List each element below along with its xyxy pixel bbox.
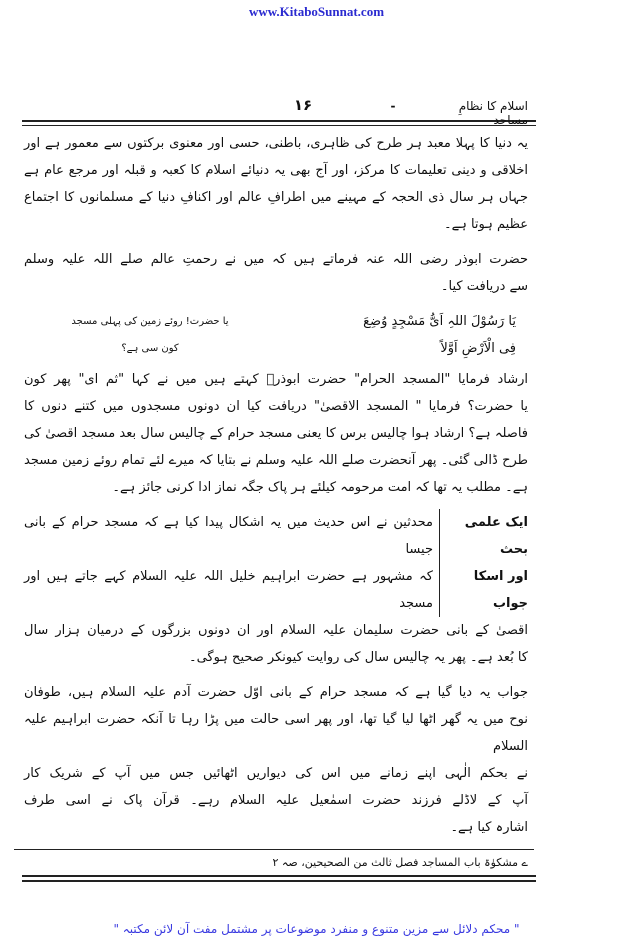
text-line: اشارہ کیا ہے۔: [450, 820, 528, 835]
text-line: فاصلہ ہے؟ ارشاد ہوا چالیس برس کا یعنی مسجد حرام کے چالیس سال بعد مسجد اقصیٰ کی: [24, 426, 528, 441]
text-line: عظیم ہوتا ہے۔: [443, 217, 528, 232]
text-line: اقصیٰ کے بانی حضرت سلیمان علیہ السلام اور ان دونوں بزرگوں کے درمیان ہزار سال: [24, 623, 528, 638]
text-line: نوح میں یہ گھر اٹھا لیا گیا تھا، اور پھر اسی حالت میں پڑا رہا تا آنکہ حضرت ابراہیم علیہ السلام: [24, 712, 528, 754]
running-title: اسلام کا نظامِ مساجد: [458, 99, 528, 127]
footer-rule: [22, 875, 536, 877]
paragraph-2: [24, 246, 528, 300]
paragraph-3: [24, 366, 528, 501]
side-heading-section: [24, 509, 528, 617]
paragraph-5: [24, 679, 528, 841]
site-url-link[interactable]: www.KitaboSunnat.com: [248, 4, 385, 19]
side-heading: [439, 509, 528, 617]
paragraph-4: [24, 509, 528, 671]
text-line: نے بحکم الٰہی اپنے زمانے میں اس کی دیواریں اٹھائیں جس میں آپ کے شریک کار: [24, 766, 528, 781]
header-separator: -: [390, 99, 396, 113]
hadith-translation: یا حضرت! روئے زمین کی پہلی مسجد: [71, 316, 229, 327]
hadith-translation: کون سی ہے؟: [121, 343, 179, 354]
page-header: [24, 96, 528, 127]
text-line: ارشاد فرمایا "المسجد الحرام" حضرت ابوذرؓ کہتے ہیں میں نے کہا "ثم ای" پھر کون: [24, 372, 528, 387]
text-line: محدثین نے اس حدیث میں یہ اشکال پیدا کیا ہے کہ مسجد حرام کے بانی جیسا: [24, 515, 433, 557]
text-line: اخلاقی و دینی تعلیمات کا مرکز، اور آج بھی یہ دنیائے اسلام کا کعبہ و قبلہ اور مرجع عام ہے: [24, 163, 528, 178]
text-line: ہے۔ مطلب یہ تھا کہ امت مرحومہ کیلئے ہر پاک جگہ نماز ادا کرنی جائز ہے۔: [112, 480, 528, 495]
footnote: ے مشکوٰۃ باب المساجد فصل ثالث من الصحیحین، صہ ۲: [272, 856, 528, 869]
text-line: کا بُعد ہے۔ پھر یہ چالیس سال کی روایت کیونکر صحیح ہوگی۔: [188, 650, 528, 665]
hadith-arabic: فِی الْاَرْضِ اَوَّلاً: [440, 341, 516, 356]
text-line: سے دریافت کیا۔: [440, 279, 528, 294]
text-line: جواب یہ دیا گیا ہے کہ مسجد حرام کے بانی اوّل حضرت آدم علیہ السلام ہیں، طوفان: [24, 685, 528, 700]
body-text: [24, 130, 528, 841]
hadith-arabic: یَا رَسُوْلَ اللہِ اَیُّ مَسْجِدٍ وُضِعَ: [363, 314, 516, 329]
hadith-block: [24, 308, 528, 362]
side-text: [24, 509, 439, 617]
text-line: حضرت ابوذر رضی اللہ عنہ فرماتے ہیں کہ میں نے رحمتِ عالم صلے اللہ علیہ وسلم: [24, 252, 528, 267]
text-line: کہ مشہور ہے حضرت ابراہیم خلیل اللہ علیہ السلام کہے جاتے ہیں اور مسجد: [24, 569, 433, 611]
text-line: یہ دنیا کا پہلا معبد ہر طرح کی ظاہری، باطنی، حسی اور معنوی برکتوں سے معمور ہے اور: [24, 136, 528, 151]
text-line: طرح ڈالی گئی۔ پھر آنحضرت صلے اللہ علیہ وسلم نے بتایا کہ میرے لئے تمام روئے زمین مسجد: [24, 453, 528, 468]
paragraph-1: [24, 130, 528, 238]
text-line: یا حضرت؟ فرمایا " المسجد الاقصیٰ" دریافت کیا ان دونوں مسجدوں میں کتنے دنوں کا: [24, 399, 528, 414]
side-heading-line: ایک علمی بحث: [464, 515, 528, 557]
page-number: ۱۶: [293, 96, 313, 114]
text-line: آپ کے لاڈلے فرزند حضرت اسمٰعیل علیہ السلام رہے۔ قرآن پاک نے اسی طرف: [24, 793, 528, 808]
text-line: جہاں ہر سال ذی الحجہ کے مہینے میں اطرافِ عالم اور اکنافِ دنیا کے مسلمانوں کا اجتماع: [24, 190, 528, 205]
side-heading-line: اور اسکا جواب: [473, 569, 528, 611]
library-banner: " محکم دلائل سے مزین متنوع و منفرد موضوعات پر مشتمل مفت آن لائن مکتبہ ": [113, 922, 520, 936]
